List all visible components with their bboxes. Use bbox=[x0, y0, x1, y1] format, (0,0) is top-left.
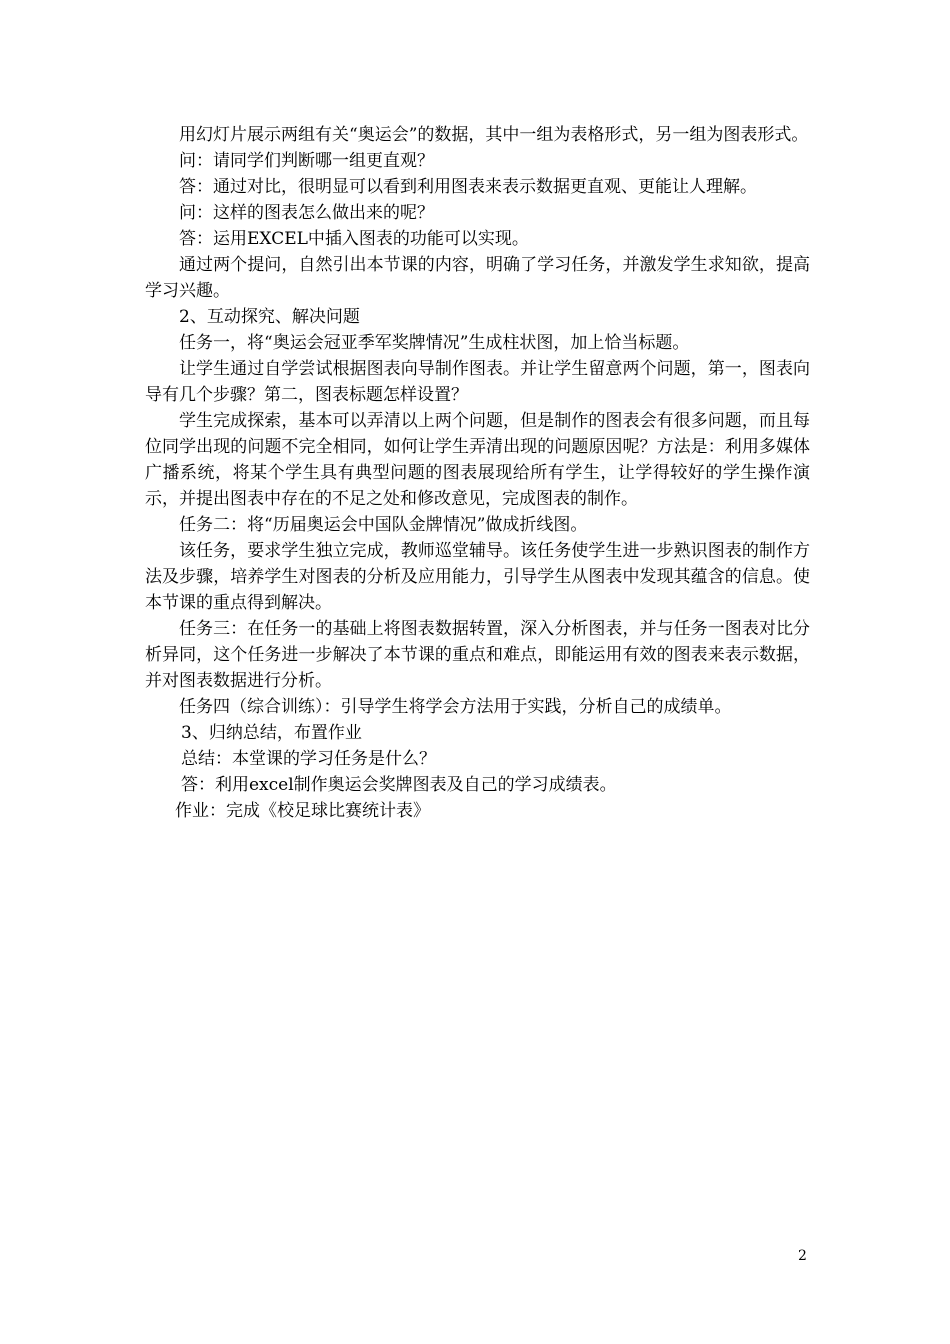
paragraph-task-2: 任务二：将“历届奥运会中国队金牌情况”做成折线图。 bbox=[179, 515, 588, 535]
section-heading-2: 2、互动探究、解决问题 bbox=[179, 307, 360, 327]
paragraph-question-1: 问：请同学们判断哪一组更直观？ bbox=[179, 151, 434, 171]
paragraph-task-1: 任务一，将“奥运会冠亚季军奖牌情况”生成柱状图，加上恰当标题。 bbox=[179, 333, 690, 353]
paragraph-task-2-detail: 该任务，要求学生独立完成，教师巡堂辅导。该任务使学生进一步熟识图表的制作方法及步骤，培养学生对图表的分析及应用能力，引导学生从图表中发现其蕴含的信息。使本节课的重点得到解决。 bbox=[145, 541, 810, 613]
paragraph-summary-intro: 通过两个提问，自然引出本节课的内容，明确了学习任务，并激发学生求知欲，提高学习兴趣。 bbox=[145, 255, 810, 301]
paragraph-task-1-exploration: 学生完成探索，基本可以弄清以上两个问题，但是制作的图表会有很多问题，而且每位同学出现的问题不完全相同，如何让学生弄清出现的问题原因呢？方法是：利用多媒体广播系统，将某个学生具有典型问题的图表展现给所有学生，让学得较好的学生操作演示，并提出图表中存在的不足之处和修改意见，完成图表的制作。 bbox=[145, 411, 810, 509]
paragraph-task-4: 任务四（综合训练）：引导学生将学会方法用于实践，分析自己的成绩单。 bbox=[179, 697, 732, 717]
paragraph-summary-question: 总结：本堂课的学习任务是什么？ bbox=[181, 749, 436, 769]
paragraph-question-2: 问：这样的图表怎么做出来的呢？ bbox=[179, 203, 434, 223]
paragraph-answer-2: 答：运用EXCEL中插入图表的功能可以实现。 bbox=[179, 229, 529, 249]
paragraph-summary-answer: 答：利用excel制作奥运会奖牌图表及自己的学习成绩表。 bbox=[181, 775, 617, 795]
paragraph-task-3: 任务三：在任务一的基础上将图表数据转置，深入分析图表，并与任务一图表对比分析异同，这个任务进一步解决了本节课的重点和难点，即能运用有效的图表来表示数据，并对图表数据进行分析。 bbox=[145, 619, 810, 691]
paragraph-homework: 作业：完成《校足球比赛统计表》 bbox=[175, 801, 430, 821]
document-body bbox=[145, 122, 810, 824]
page-number: 2 bbox=[798, 1248, 807, 1264]
paragraph-intro-slides: 用幻灯片展示两组有关“奥运会”的数据，其中一组为表格形式，另一组为图表形式。 bbox=[179, 125, 809, 145]
section-heading-3: 3、归纳总结，布置作业 bbox=[181, 723, 362, 743]
paragraph-answer-1: 答：通过对比，很明显可以看到利用图表来表示数据更直观、更能让人理解。 bbox=[179, 177, 757, 197]
paragraph-task-1-self-study: 让学生通过自学尝试根据图表向导制作图表。并让学生留意两个问题，第一，图表向导有几个步骤？第二，图表标题怎样设置？ bbox=[145, 359, 810, 405]
